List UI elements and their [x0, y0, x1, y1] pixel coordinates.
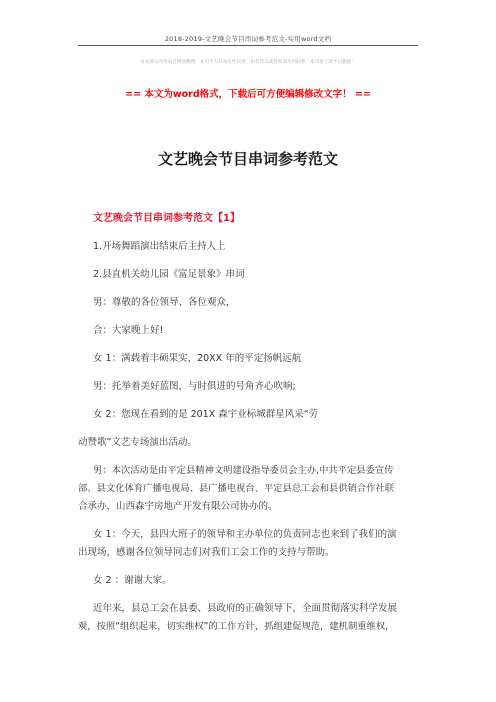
- body-line: 男：尊敬的各位领导、各位观众，: [93, 297, 236, 308]
- body-line: 男：本次活动是由平定县精神文明建设指导委员会主办,中共平定县委宣传: [93, 465, 394, 476]
- format-notice: == 本文为word格式，下载后可方便编辑修改文字！ ==: [125, 89, 371, 100]
- running-header: 2018-2019-文艺晚会节目串词参考范文-实用word文档: [164, 35, 332, 43]
- header-divider: [78, 45, 418, 46]
- document-title: 文艺晚会节目串词参考范文: [157, 150, 338, 168]
- body-line: 女 1：满载着丰硕果实，20XX 年的平定扬帆远航: [93, 353, 302, 364]
- copyright-disclaimer: 本文部分内容来自网络整理，本司不为其真实性负责，如有异议或侵权请及时联系，本司将立即予以删除！: [140, 60, 356, 65]
- body-line: 女 1：今天，县四大班子的领导和主办单位的负责同志也来到了我们的演: [93, 529, 397, 540]
- body-line: 动赞歌”文艺专场演出活动。: [78, 437, 197, 448]
- body-line: 合：大家晚上好!: [93, 325, 164, 336]
- body-line: 男：托举着美好蓝图，与时俱进的号角齐心吹响;: [93, 381, 296, 392]
- body-line: 女 2 ：谢谢大家。: [93, 575, 172, 586]
- body-line: 1.开场舞蹈演出结束后主持人上: [93, 241, 226, 252]
- body-line: 观，按照“组织起来，切实维权”的工作方针，抓组建促规范，建机制重维权，: [78, 621, 395, 632]
- body-line: 女 2：您现在看到的是 201X 森宇业标城群星风采“劳: [93, 409, 319, 420]
- body-line: 2.县直机关幼儿园《富足景象》串词: [93, 269, 245, 280]
- body-line: 出现场，感谢各位领导同志们对我们工会工作的支持与帮助。: [78, 547, 335, 558]
- body-line: 合承办，山西森宇房地产开发有限公司协办的。: [78, 501, 278, 512]
- body-line: 部、县文化体育广播电视局、县广播电视台、平定县总工会和县供销合作社联: [78, 483, 395, 494]
- section-heading: 文艺晚会节目串词参考范文【1】: [93, 213, 240, 224]
- body-line: 近年来，县总工会在县委、县政府的正确领导下，全面贯彻落实科学发展: [93, 603, 398, 614]
